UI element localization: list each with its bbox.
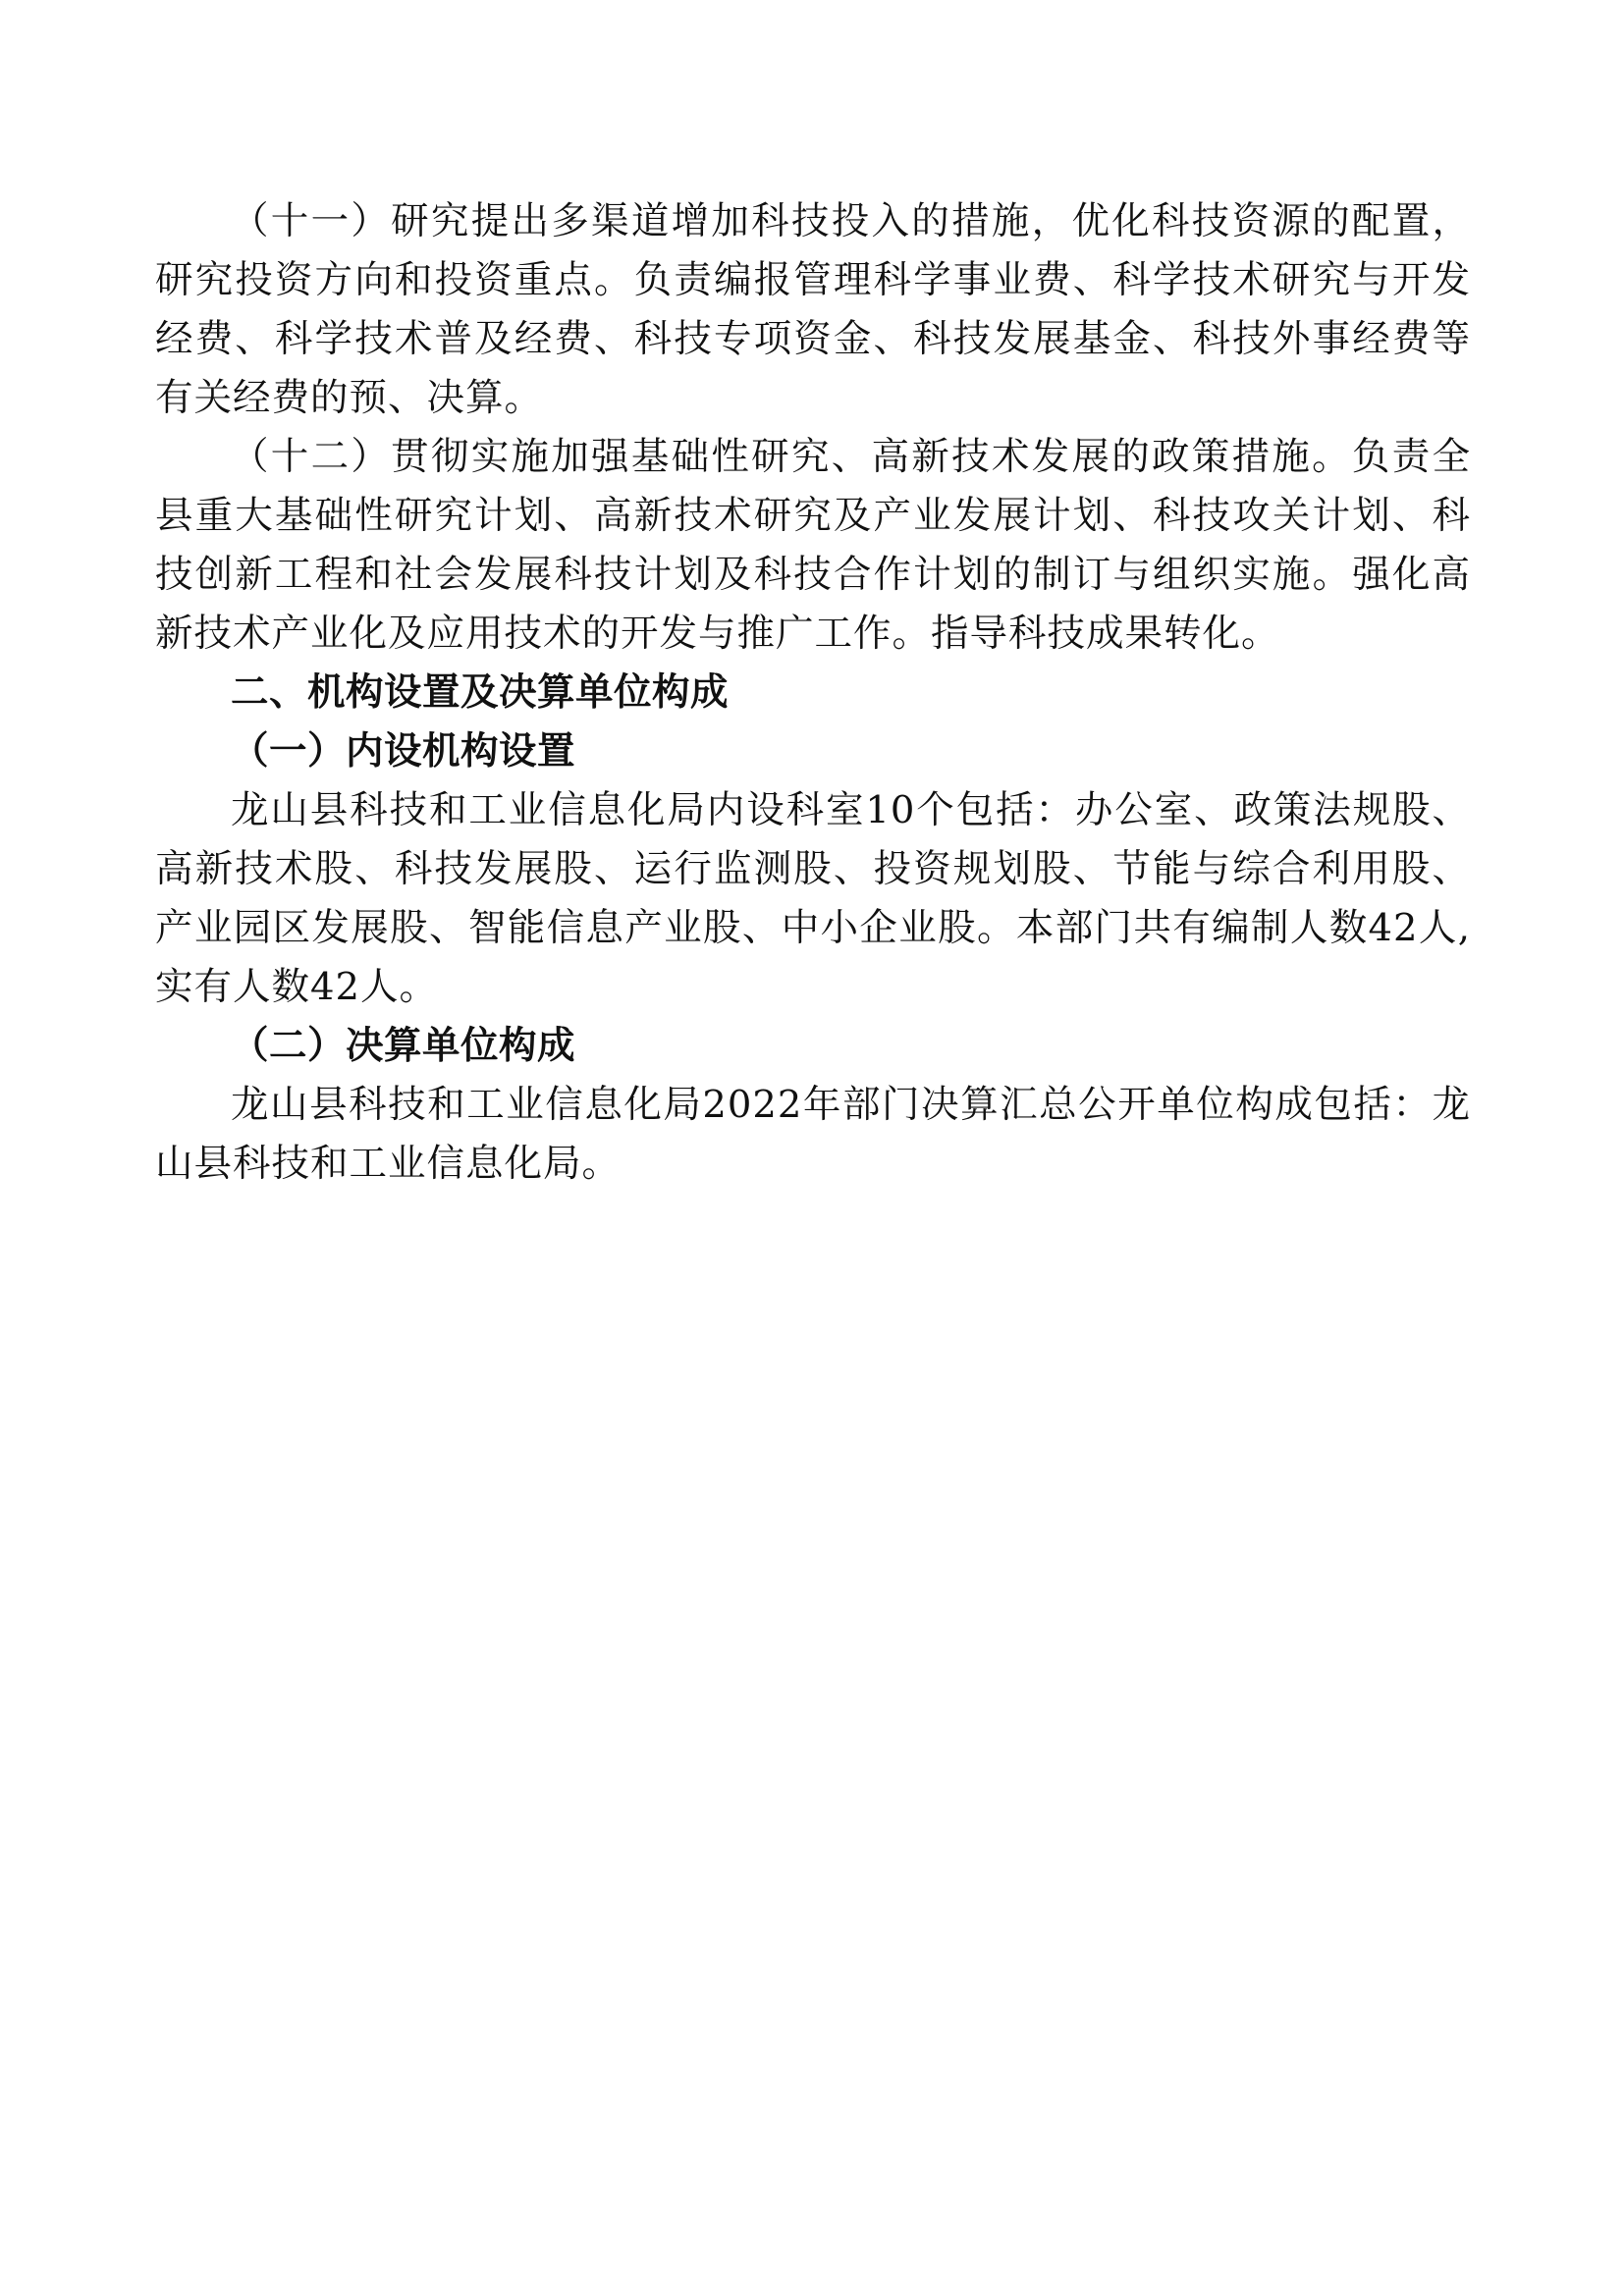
paragraph-internal-structure: 龙山县科技和工业信息化局内设科室10个包括：办公室、政策法规股、高新技术股、科技发展股、运行监测股、投资规划股、节能与综合利用股、产业园区发展股、智能信息产业股、中小企业股。本部门共有编制人数42人,实有人数42人。: [155, 788, 1471, 1009]
paragraph-budget-units: 龙山县科技和工业信息化局2022年部门决算汇总公开单位构成包括：龙山县科技和工业信息化局。: [155, 1083, 1471, 1186]
paragraph-item-11: （十一）研究提出多渠道增加科技投入的措施，优化科技资源的配置，研究投资方向和投资重点。负责编报管理科学事业费、科学技术研究与开发经费、科学技术普及经费、科技专项资金、科技发展基金、科技外事经费等有关经费的预、决算。: [155, 199, 1471, 420]
paragraph-item-12: （十二）贯彻实施加强基础性研究、高新技术发展的政策措施。负责全县重大基础性研究计划、高新技术研究及产业发展计划、科技攻关计划、科技创新工程和社会发展科技计划及科技合作计划的制订与组织实施。强化高新技术产业化及应用技术的开发与推广工作。指导科技成果转化。: [155, 435, 1471, 656]
subsection-heading-internal-structure: （一）内设机构设置: [231, 729, 576, 774]
section-heading-organization: 二、机构设置及决算单位构成: [231, 670, 730, 715]
subsection-heading-budget-units: （二）决算单位构成: [231, 1024, 576, 1068]
document-body: [155, 192, 1471, 1194]
